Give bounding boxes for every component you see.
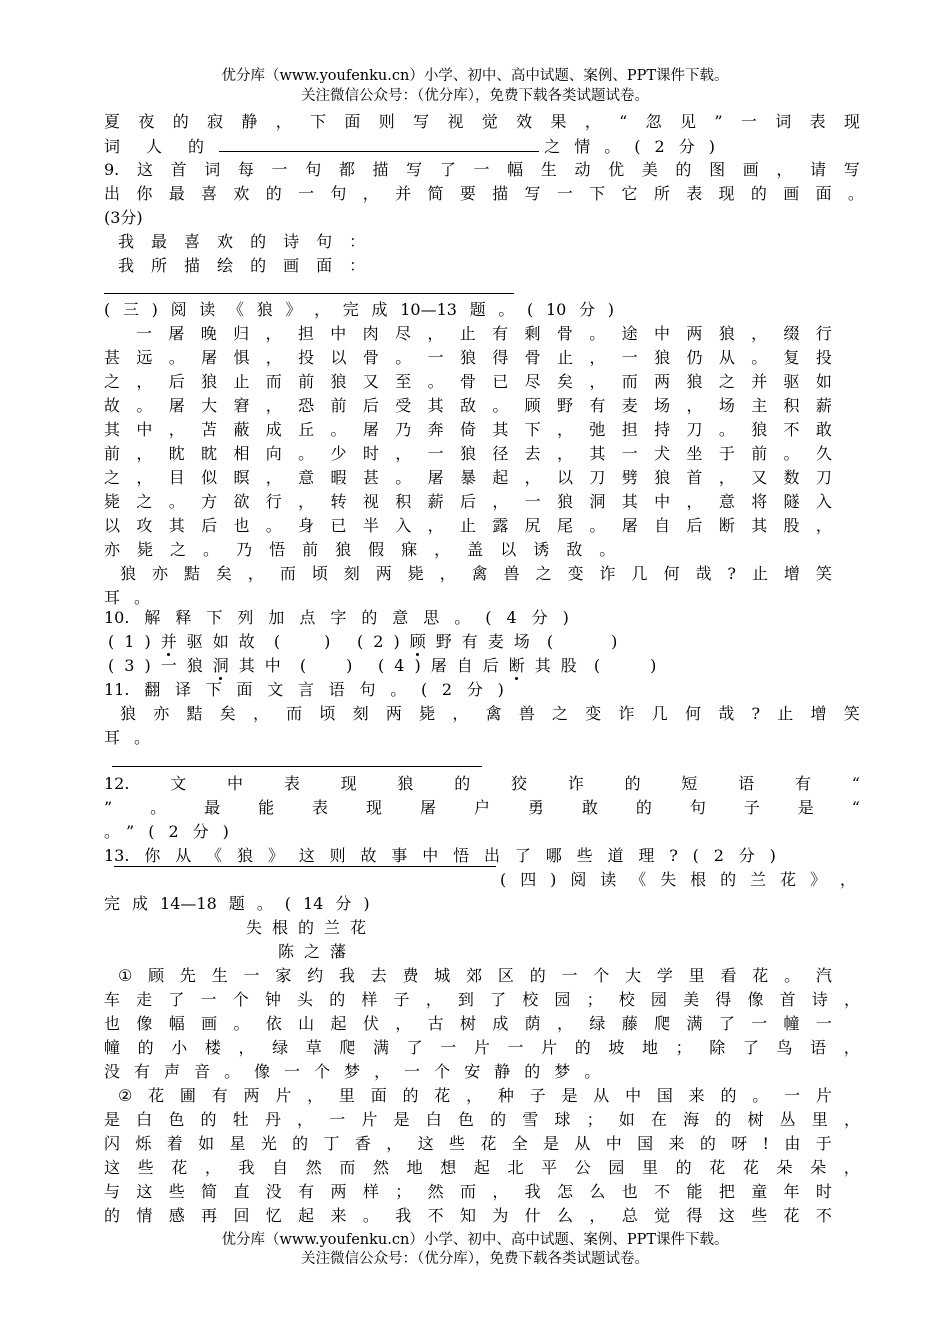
q9-favorite-label: 我 最 喜 欢 的 诗 句 ：	[118, 232, 366, 251]
part4-heading-line-2: 完 成 14—18 题 。 ( 14 分 )	[104, 894, 370, 913]
q8-answer-blank[interactable]	[219, 134, 539, 152]
q12-line-1: 12. 文 中 表 现 狼 的 狡 诈 的 短 语 有 “	[104, 774, 860, 793]
q11-answer-line[interactable]	[112, 766, 482, 767]
article-line: ② 花 圃 有 两 片 ， 里 面 的 花 ， 种 子 是 从 中 国 来 的 。 一 片	[118, 1086, 832, 1105]
q12-line-3: 。 ” ( 2 分 )	[104, 822, 229, 841]
q10-item-3: ( 3 ) 一 狼 洞 其 中 ( )	[108, 656, 353, 675]
q9-answer-line[interactable]	[104, 293, 514, 294]
q13-stem: 13. 你 从 《 狼 》 这 则 故 事 中 悟 出 了 哪 些 道 理 ? ( 2 分 )	[104, 846, 776, 865]
passage-line: 故 。 屠 大 窘 ， 恐 前 后 受 其 敌 。 顾 野 有 麦 场 ， 场 主 积 薪	[104, 396, 832, 415]
footer-line-2: 关注微信公众号：（优分库），免费下载各类试题试卷。	[301, 1251, 649, 1267]
q11-line-2: 耳 。	[104, 728, 151, 747]
q10-item-4: ( 4 ) 屠 自 后 断 其 股 ( )	[378, 656, 657, 675]
passage-line: 其 中 ， 苫 蔽 成 丘 。 屠 乃 奔 倚 其 下 ， 弛 担 持 刀 。 狼 不 敢	[104, 420, 832, 439]
article-line: 这 些 花 ， 我 自 然 而 然 地 想 起 北 平 公 园 里 的 花 花 朵 朵 ，	[104, 1158, 860, 1177]
q9-line-1: 9. 这 首 词 每 一 句 都 描 写 了 一 幅 生 动 优 美 的 图 画 ， 请 写	[104, 160, 860, 179]
article-line: 也 像 幅 画 。 依 山 起 伏 ， 古 树 成 荫 ， 绿 藤 爬 满 了 一 幢 一	[104, 1014, 832, 1033]
q8-line-2	[104, 134, 860, 158]
q10-item-3-text: ( 3 ) 一 狼 洞 其 中	[108, 656, 281, 675]
passage-line: 耳 。	[104, 588, 151, 607]
article-line: 的 情 感 再 回 忆 起 来 。 我 不 知 为 什 么 ， 总 觉 得 这 些 花 不	[104, 1206, 832, 1225]
q10-item-4-text: ( 4 ) 屠 自 后 断 其 股	[378, 656, 577, 675]
passage-line: 以 攻 其 后 也 。 身 已 半 入 ， 止 露 尻 尾 。 屠 自 后 断 其 股 ，	[104, 516, 832, 535]
passage-line: 之 ， 后 狼 止 而 前 狼 又 至 。 骨 已 尽 矣 ， 而 两 狼 之 并 驱 如	[104, 372, 832, 391]
part4-heading-tail: ( 四 ) 阅 读 《 失 根 的 兰 花 》 ，	[500, 870, 856, 889]
passage-line: 一 屠 晚 归 ， 担 中 肉 尽 ， 止 有 剩 骨 。 途 中 两 狼 ， 缀 行	[136, 324, 832, 343]
q11-line-1: 狼 亦 黠 矣 ， 而 顷 刻 两 毙 ， 禽 兽 之 变 诈 几 何 哉 ? 止 增 笑	[120, 704, 860, 723]
q9-described-label: 我 所 描 绘 的 画 面 ：	[118, 256, 366, 275]
article-line: 幢 的 小 楼 ， 绿 草 爬 满 了 一 片 一 片 的 坡 地 ； 除 了 鸟 语 ，	[104, 1038, 860, 1057]
q10-item-1: ( 1 ) 并 驱 如 故 ( )	[108, 632, 331, 651]
header-line-2: 关注微信公众号：（优分库），免费下载各类试题试卷。	[301, 88, 649, 104]
q10-stem: 10. 解 释 下 列 加 点 字 的 意 思 。 ( 4 分 )	[104, 608, 569, 627]
q11-stem: 11. 翻 译 下 面 文 言 语 句 。 ( 2 分 )	[104, 680, 504, 699]
article-line: 没 有 声 音 。 像 一 个 梦 ， 一 个 安 静 的 梦 。	[104, 1062, 601, 1081]
q8-prefix: 词 人 的	[104, 137, 205, 156]
passage-line: 亦 毙 之 。 乃 悟 前 狼 假 寐 ， 盖 以 诱 敌 。	[104, 540, 616, 559]
q8-line-1: 夏 夜 的 寂 静 ， 下 面 则 写 视 觉 效 果 ， “ 忽 见 ” 一 词 表 现	[104, 112, 860, 131]
passage-line: 毙 之 。 方 欲 行 ， 转 视 积 薪 后 ， 一 狼 洞 其 中 ， 意 将 隧 入	[104, 492, 832, 511]
article-title: 失 根 的 兰 花	[246, 918, 367, 937]
article-line: 是 白 色 的 牡 丹 ， 一 片 是 白 色 的 雪 球 ； 如 在 海 的 树 丛 里 ，	[104, 1110, 860, 1129]
q10-item-2: ( 2 ) 顾 野 有 麦 场 ( )	[357, 632, 618, 651]
header-line-1: 优分库（www.youfenku.cn）小学、初中、高中试题、案例、PPT课件下载。	[221, 68, 729, 84]
passage-line: 狼 亦 黠 矣 ， 而 顷 刻 两 毙 ， 禽 兽 之 变 诈 几 何 哉 ? 止 增 笑	[120, 564, 832, 583]
q10-item-1-text: ( 1 ) 并 驱 如 故	[108, 632, 255, 651]
q9-score: (3分)	[104, 208, 143, 227]
article-line: 与 这 些 简 直 没 有 两 样 ； 然 而 ， 我 怎 么 也 不 能 把 童 年 时	[104, 1182, 832, 1201]
passage-line: 前 ， 眈 眈 相 向 。 少 时 ， 一 狼 径 去 ， 其 一 犬 坐 于 前 。 久	[104, 444, 832, 463]
q10-item-2-text: ( 2 ) 顾 野 有 麦 场	[357, 632, 530, 651]
footer-line-1: 优分库（www.youfenku.cn）小学、初中、高中试题、案例、PPT课件下载。	[221, 1232, 729, 1248]
article-line: ① 顾 先 生 一 家 约 我 去 费 城 郊 区 的 一 个 大 学 里 看 花 。 汽	[118, 966, 832, 985]
q12-line-2: ” 。 最 能 表 现 屠 户 勇 敢 的 句 子 是 “	[104, 798, 860, 817]
part3-heading: ( 三 ) 阅 读 《 狼 》 ， 完 成 10—13 题 。 ( 10 分 )	[104, 300, 614, 319]
passage-line: 甚 远 。 屠 惧 ， 投 以 骨 。 一 狼 得 骨 止 ， 一 狼 仍 从 。 复 投	[104, 348, 832, 367]
q8-suffix: 之 情 。 ( 2 分 )	[544, 137, 715, 156]
q9-line-2: 出 你 最 喜 欢 的 一 句 ， 并 简 要 描 写 一 下 它 所 表 现 的 画 面 。	[104, 184, 864, 203]
passage-line: 之 ， 目 似 瞑 ， 意 暇 甚 。 屠 暴 起 ， 以 刀 劈 狼 首 ， 又 数 刀	[104, 468, 832, 487]
article-line: 闪 烁 着 如 星 光 的 丁 香 ， 这 些 花 全 是 从 中 国 来 的 呀 ! 由 于	[104, 1134, 832, 1153]
q13-answer-line[interactable]	[114, 865, 496, 867]
article-author: 陈 之 藩	[278, 942, 347, 961]
article-line: 车 走 了 一 个 钟 头 的 样 子 ， 到 了 校 园 ； 校 园 美 得 像 首 诗 ，	[104, 990, 860, 1009]
